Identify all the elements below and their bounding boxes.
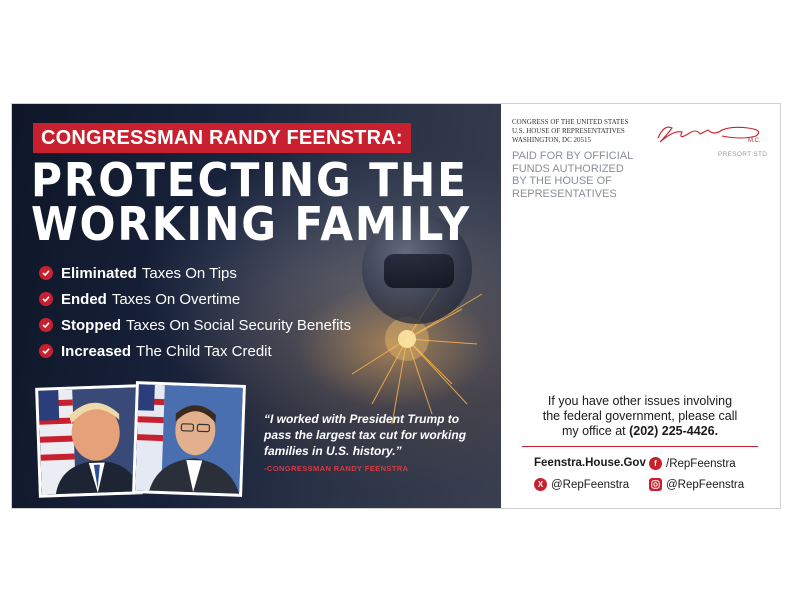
headline bbox=[31, 153, 472, 251]
paid-for-line: BY THE HOUSE OF bbox=[512, 175, 612, 187]
facebook-handle: /RepFeenstra bbox=[666, 457, 736, 470]
paid-for-line: PAID FOR BY OFFICIAL bbox=[512, 150, 634, 162]
congressman-banner: CONGRESSMAN RANDY FEENSTRA: bbox=[33, 123, 411, 153]
bullet-text: Taxes On Overtime bbox=[111, 290, 241, 308]
paid-for-notice bbox=[512, 150, 633, 200]
issues-message bbox=[522, 394, 758, 439]
website-contact bbox=[534, 457, 646, 469]
mailer-card bbox=[12, 104, 780, 508]
facebook-icon: f bbox=[649, 457, 662, 470]
paid-for-line: REPRESENTATIVES bbox=[512, 187, 617, 200]
list-item bbox=[39, 260, 351, 286]
issues-line-1: If you have other issues involving bbox=[547, 394, 733, 408]
paid-for-line: FUNDS AUTHORIZED bbox=[512, 162, 624, 175]
presort-label: PRESORT STD bbox=[718, 151, 768, 158]
bullet-bold: Increased bbox=[61, 342, 132, 360]
hero-photo-panel bbox=[12, 104, 501, 508]
check-icon bbox=[39, 318, 53, 332]
phone-number: (202) 225-4426. bbox=[629, 424, 719, 438]
issues-line-3-prefix: my office at bbox=[561, 424, 626, 438]
quote-attribution: -CONGRESSMAN RANDY FEENSTRA bbox=[264, 464, 409, 473]
check-icon bbox=[39, 266, 53, 280]
return-address-line: CONGRESS OF THE UNITED STATES bbox=[512, 118, 629, 126]
x-handle: @RepFeenstra bbox=[551, 478, 630, 491]
contact-divider bbox=[522, 446, 758, 447]
bullet-bold: Eliminated bbox=[61, 264, 137, 282]
instagram-icon bbox=[649, 478, 662, 491]
headline-line-1: PROTECTING THE bbox=[31, 153, 468, 207]
quote-text: “I worked with President Trump to pass the largest tax cut for working families in U.S. history.” bbox=[264, 412, 467, 458]
issues-line-3 bbox=[522, 424, 758, 439]
welder-visor-graphic bbox=[384, 254, 454, 288]
check-icon bbox=[39, 292, 53, 306]
accomplishment-list bbox=[39, 260, 351, 364]
instagram-contact bbox=[649, 478, 744, 491]
bullet-text: Taxes On Social Security Benefits bbox=[126, 316, 352, 334]
x-icon: X bbox=[534, 478, 547, 491]
headline-line-2: WORKING FAMILY bbox=[31, 197, 472, 251]
return-address bbox=[512, 118, 628, 145]
instagram-handle: @RepFeenstra bbox=[666, 478, 745, 491]
bullet-text: Taxes On Tips bbox=[141, 264, 237, 282]
portrait-photo-right bbox=[132, 381, 246, 497]
return-address-line: U.S. HOUSE OF REPRESENTATIVES bbox=[512, 127, 625, 135]
franking-mark: M.C. bbox=[748, 138, 761, 144]
bullet-bold: Stopped bbox=[61, 316, 121, 334]
x-contact bbox=[534, 478, 629, 491]
website-link: Feenstra.House.Gov bbox=[534, 457, 646, 469]
bullet-text: The Child Tax Credit bbox=[136, 342, 272, 360]
facebook-contact bbox=[649, 457, 736, 470]
list-item bbox=[39, 312, 351, 338]
check-icon bbox=[39, 344, 53, 358]
return-address-line: WASHINGTON, DC 20515 bbox=[512, 136, 592, 144]
issues-line-2: the federal government, please call bbox=[542, 409, 738, 423]
list-item bbox=[39, 338, 351, 364]
list-item bbox=[39, 286, 351, 312]
portrait-photo-left bbox=[35, 384, 143, 498]
bullet-bold: Ended bbox=[61, 290, 107, 308]
